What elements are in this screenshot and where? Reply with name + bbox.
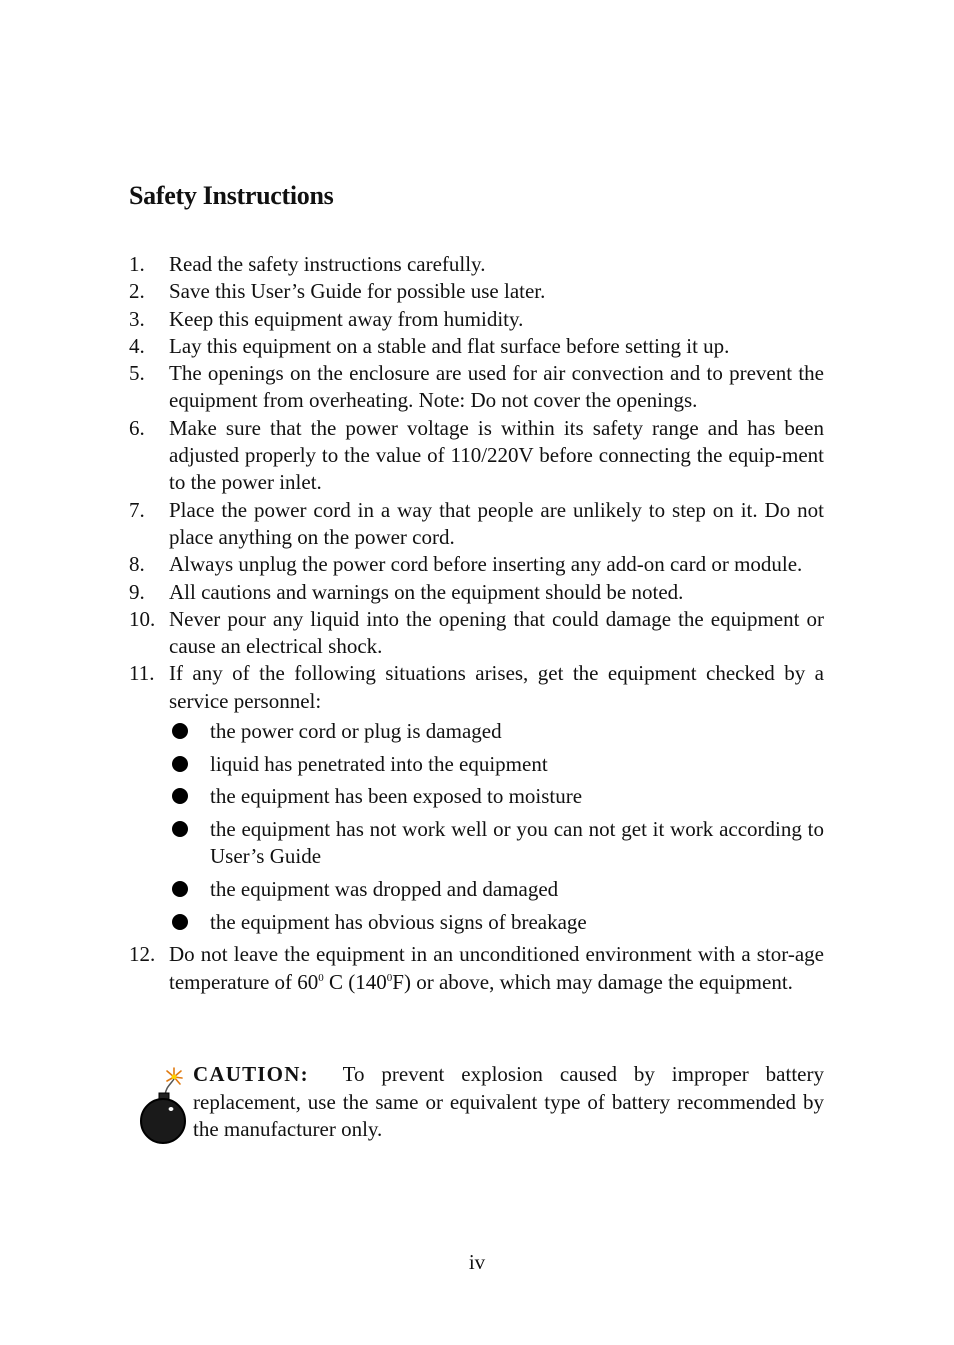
bullet-list: [169, 718, 824, 936]
item-text: Keep this equipment away from humidity.: [169, 306, 524, 331]
item-text: Never pour any liquid into the opening that could damage the equipment or cause an electrical shock.: [169, 606, 824, 659]
item-text-part: Do not leave the equipment in an unconditioned environment with a stor-age temperature of 60: [169, 942, 824, 994]
item-number: 10.: [129, 606, 156, 631]
bullet-text: the equipment has been exposed to moisture: [210, 784, 583, 809]
bomb-icon: [140, 1065, 188, 1145]
degree-superscript: 0: [386, 971, 393, 984]
item-number: 5.: [129, 361, 145, 386]
list-item: [129, 497, 824, 552]
degree-superscript: 0: [318, 971, 324, 984]
list-item: [129, 278, 824, 305]
bullet-icon: [172, 723, 188, 739]
caution-label: CAUTION:: [193, 1062, 309, 1086]
list-item: [129, 333, 824, 360]
list-item: [129, 415, 824, 497]
bullet-text: the power cord or plug is damaged: [210, 719, 502, 744]
item-text: Lay this equipment on a stable and flat surface before setting it up.: [169, 333, 730, 358]
item-number: 2.: [129, 279, 145, 304]
safety-instructions-list: [129, 251, 824, 996]
bullet-item: [169, 718, 824, 745]
item-text-part: C (140: [323, 969, 387, 994]
item-text: The openings on the enclosure are used for air convection and to prevent the equipment from overheating. Note: Do not cover the openings.: [169, 361, 824, 413]
list-item: [129, 551, 824, 578]
bullet-text: the equipment has not work well or you can not get it work according to User’s Guide: [210, 817, 824, 869]
list-item: [129, 606, 824, 661]
bullet-item: [169, 876, 824, 903]
bullet-item: [169, 816, 824, 871]
bullet-icon: [172, 821, 188, 837]
bullet-icon: [172, 788, 188, 804]
item-number: 7.: [129, 497, 145, 522]
item-text: Read the safety instructions carefully.: [169, 252, 486, 276]
page-title: Safety Instructions: [129, 181, 334, 210]
item-number: 9.: [129, 579, 145, 604]
list-item: [129, 306, 824, 333]
bullet-icon: [172, 756, 188, 772]
item-number: 6.: [129, 415, 145, 440]
list-item: [129, 660, 824, 936]
item-text: Always unplug the power cord before inserting any add-on card or module.: [169, 552, 803, 577]
bullet-item: [169, 909, 824, 936]
list-item: [129, 360, 824, 415]
list-item: [129, 251, 824, 278]
item-number: 12.: [129, 942, 156, 967]
item-number: 8.: [129, 552, 145, 577]
item-text-part: F) or above, which may damage the equipment.: [392, 969, 793, 994]
list-item: [129, 579, 824, 606]
caution-text: [193, 1061, 824, 1144]
bullet-icon: [172, 914, 188, 930]
bullet-icon: [172, 881, 188, 897]
item-text: If any of the following situations arises, get the equipment checked by a service personnel:: [169, 661, 824, 713]
caution-body: To prevent explosion caused by improper battery replacement, use the same or equivalent type of battery recommended by the manufacturer only.: [193, 1062, 824, 1141]
item-number: 1.: [129, 252, 145, 276]
bullet-text: the equipment has obvious signs of breakage: [210, 909, 587, 934]
item-text: Place the power cord in a way that people are unlikely to step on it. Do not place anything on the power cord.: [169, 497, 824, 549]
bullet-item: [169, 783, 824, 810]
item-number: 3.: [129, 306, 145, 331]
item-text: Save this User’s Guide for possible use later.: [169, 279, 546, 304]
page-number: iv: [468, 1250, 486, 1274]
item-text: All cautions and warnings on the equipment should be noted.: [169, 579, 684, 604]
item-text: [169, 942, 824, 993]
list-item: [129, 941, 824, 996]
item-number: 11.: [129, 661, 155, 686]
bullet-text: the equipment was dropped and damaged: [210, 877, 559, 902]
item-text: Make sure that the power voltage is within its safety range and has been adjusted properly to the value of 110/220V before connecting the equip-ment to the power inlet.: [169, 415, 824, 495]
item-number: 4.: [129, 333, 145, 358]
bullet-item: [169, 751, 824, 778]
bullet-text: liquid has penetrated into the equipment: [210, 751, 548, 776]
